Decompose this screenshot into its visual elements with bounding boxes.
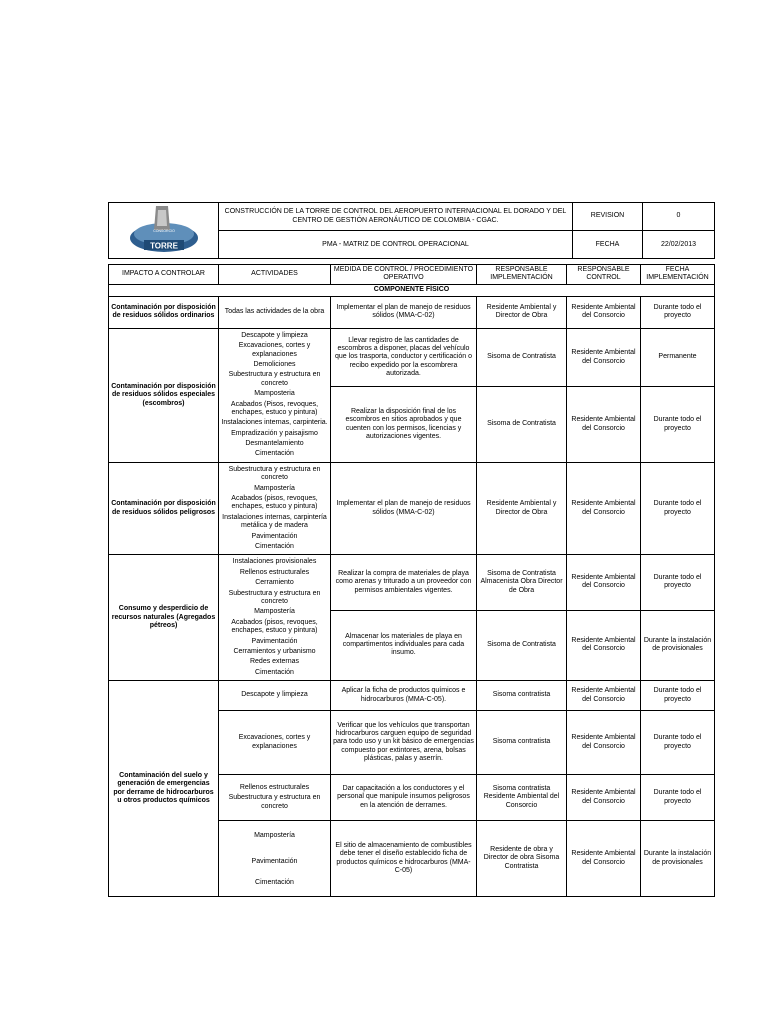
project-title: CONSTRUCCIÓN DE LA TORRE DE CONTROL DEL AEROPUERTO INTERNACIONAL EL DORADO Y DEL CENTRO DE GESTIÓN AERONÁUTICO DE COLOMBIA - CGAC.: [219, 203, 573, 231]
actividad-item: Desmantelamiento: [245, 440, 304, 448]
actividad-item: Cerramiento: [255, 579, 294, 587]
actividad-item: Cimentación: [255, 668, 294, 676]
actividades-cell: [219, 555, 331, 681]
actividad-item: Descapote y limpieza: [241, 691, 308, 699]
medida-cell: Implementar el plan de manejo de residuos sólidos (MMA-C-02): [331, 296, 477, 328]
actividad-item: Subestructura y estructura en concreto: [228, 589, 321, 605]
resp-ctrl-cell: Residente Ambiental del Consorcio: [567, 555, 641, 610]
resp-impl-cell: Residente Ambiental y Director de Obra: [477, 462, 567, 555]
actividades-cell: [219, 681, 331, 711]
resp-ctrl-cell: Residente Ambiental del Consorcio: [567, 610, 641, 681]
consorcio-torre-logo: [124, 204, 204, 254]
actividad-item: Pavimentación: [251, 532, 298, 540]
actividad-item: Cimentación: [255, 450, 294, 458]
impacto-cell: Contaminación por disposición de residuos sólidos peligrosos: [109, 462, 219, 555]
fecha-cell: Durante la instalación de provisionales: [641, 821, 715, 897]
table-row: [109, 555, 715, 610]
resp-impl-cell: Sisoma contratista Residente Ambiental del Consorcio: [477, 775, 567, 821]
actividad-item: Subestructura y estructura en concreto: [228, 465, 321, 482]
column-header-row: [109, 265, 715, 285]
actividad-item: Mampostería: [254, 484, 295, 492]
medida-cell: Implementar el plan de manejo de residuos sólidos (MMA-C-02): [331, 462, 477, 555]
impacto-cell: Contaminación por disposición de residuos sólidos ordinarios: [109, 296, 219, 328]
revision-value: 0: [643, 203, 715, 231]
actividades-cell: [219, 462, 331, 555]
resp-impl-cell: Residente Ambiental y Director de Obra: [477, 296, 567, 328]
column-header-resp-impl: RESPONSABLE IMPLEMENTACIÓN: [477, 265, 567, 285]
resp-ctrl-cell: Residente Ambiental del Consorcio: [567, 775, 641, 821]
actividad-item: Pavimentación: [251, 637, 298, 645]
actividad-item: Subestructura y estructura en concreto: [228, 794, 321, 810]
table-row: [109, 681, 715, 711]
actividad-item: Acabados (pisos, revoques, enchapes, estuco y pintura): [231, 495, 318, 511]
resp-impl-cell: Residente de obra y Director de obra Sisoma Contratista: [477, 821, 567, 897]
actividades-cell: [219, 296, 331, 328]
medida-cell: Realizar la disposición final de los escombros en sitios aprobados y que cuenten con los permisos, licencias y autorizaciones vigentes.: [331, 387, 477, 463]
fecha-cell: Durante todo el proyecto: [641, 555, 715, 610]
actividad-item: Instalaciones provisionales: [232, 558, 317, 566]
fecha-cell: Durante la instalación de provisionales: [641, 610, 715, 681]
fecha-cell: Durante todo el proyecto: [641, 296, 715, 328]
resp-impl-cell: Sisoma contratista: [477, 681, 567, 711]
actividad-item: Excavaciones, cortes y explanaciones: [238, 734, 311, 750]
fecha-value: 22/02/2013: [643, 231, 715, 259]
actividad-item: Excavaciones, cortes y explanaciones: [238, 342, 311, 358]
column-header-actividades: ACTIVIDADES: [219, 265, 331, 285]
table-row: [109, 462, 715, 555]
fecha-cell: Durante todo el proyecto: [641, 387, 715, 463]
resp-impl-cell: Sisoma de Contratista: [477, 610, 567, 681]
column-header-impacto: IMPACTO A CONTROLAR: [109, 265, 219, 285]
medida-cell: El sitio de almacenamiento de combustibles debe tener el diseño establecido ficha de productos químicos e hidrocarburos (MMA-C-05): [331, 821, 477, 897]
resp-ctrl-cell: Residente Ambiental del Consorcio: [567, 711, 641, 775]
column-header-fecha: FECHA IMPLEMENTACIÓN: [641, 265, 715, 285]
actividad-item: Mampostería: [254, 831, 295, 839]
table-row: [109, 328, 715, 386]
actividades-cell: [219, 821, 331, 897]
actividad-item: Subestructura y estructura en concreto: [228, 371, 321, 387]
actividad-item: Mamposteria: [254, 390, 295, 398]
svg-text:TORRE: TORRE: [149, 241, 178, 251]
resp-impl-cell: Sisoma de Contratista Almacenista Obra Director de Obra: [477, 555, 567, 610]
actividad-item: Mampostería: [254, 608, 295, 616]
resp-ctrl-cell: Residente Ambiental del Consorcio: [567, 462, 641, 555]
impacto-cell: Contaminación del suelo y generación de emergencias por derrame de hidrocarburos u otros productos químicos: [109, 681, 219, 897]
impacto-cell: Contaminación por disposición de residuos sólidos especiales (escombros): [109, 328, 219, 462]
medida-cell: Almacenar los materiales de playa en compartimentos individuales para cada insumo.: [331, 610, 477, 681]
actividad-item: Acabados (pisos, revoques, enchapes, estuco y pintura): [231, 618, 318, 635]
actividad-item: Demoliciones: [253, 360, 296, 368]
resp-impl-cell: Sisoma de Contratista: [477, 328, 567, 386]
resp-ctrl-cell: Residente Ambiental del Consorcio: [567, 821, 641, 897]
actividad-item: Empradización y paisajismo: [231, 429, 318, 437]
actividad-item: Pavimentación: [251, 858, 298, 866]
resp-impl-cell: Sisoma contratista: [477, 711, 567, 775]
fecha-cell: Durante todo el proyecto: [641, 711, 715, 775]
actividad-item: Acabados (Pisos, revoques, enchapes, estuco y pintura): [230, 400, 319, 416]
impacto-cell: Consumo y desperdicio de recursos naturales (Agregados pétreos): [109, 555, 219, 681]
logo-cell: [109, 203, 219, 259]
resp-ctrl-cell: Residente Ambiental del Consorcio: [567, 387, 641, 463]
fecha-cell: Permanente: [641, 328, 715, 386]
fecha-cell: Durante todo el proyecto: [641, 681, 715, 711]
component-row: [109, 284, 715, 296]
medida-cell: Realizar la compra de materiales de playa como arenas y triturado a un proveedor con permisos ambientales vigentes.: [331, 555, 477, 610]
document-header: [108, 202, 715, 259]
control-matrix-table: [108, 264, 715, 897]
medida-cell: Aplicar la ficha de productos químicos e hidrocarburos (MMA-C-05).: [331, 681, 477, 711]
actividad-item: Cimentación: [255, 878, 294, 886]
column-header-resp-ctrl: RESPONSABLE CONTROL: [567, 265, 641, 285]
resp-ctrl-cell: Residente Ambiental del Consorcio: [567, 296, 641, 328]
fecha-label: FECHA: [573, 231, 643, 259]
resp-ctrl-cell: Residente Ambiental del Consorcio: [567, 328, 641, 386]
column-header-medida: MEDIDA DE CONTROL / PROCEDIMIENTO OPERATIVO: [331, 265, 477, 285]
medida-cell: Verificar que los vehículos que transportan hidrocarburos carguen equipo de seguridad para todo uso y un kit básico de emergencias compuesto por extintores, arena, bolsas plásticas, palas y aserrín.: [331, 711, 477, 775]
fecha-cell: Durante todo el proyecto: [641, 775, 715, 821]
table-row: [109, 296, 715, 328]
actividad-item: Instalaciones internas, carpintería metálica y de madera: [222, 513, 327, 530]
actividad-item: Rellenos estructurales: [239, 783, 310, 791]
actividad-item: Cimentación: [255, 542, 294, 550]
resp-ctrl-cell: Residente Ambiental del Consorcio: [567, 681, 641, 711]
medida-cell: Llevar registro de las cantidades de escombros a disponer, placas del vehículo que los trasporta, conductor y certificación o recibo expedido por la escombrera autorizada.: [331, 328, 477, 386]
svg-text:CONSORCIO: CONSORCIO: [152, 229, 175, 233]
actividad-item: Descapote y limpieza: [241, 331, 308, 339]
actividades-cell: [219, 775, 331, 821]
actividad-item: Cerramientos y urbanismo: [233, 647, 316, 655]
actividad-item: Redes externas: [249, 658, 300, 666]
component-label: COMPONENTE FÍSICO: [109, 284, 715, 296]
fecha-cell: Durante todo el proyecto: [641, 462, 715, 555]
actividad-item: Todas las actividades de la obra: [224, 308, 325, 316]
actividades-cell: [219, 328, 331, 462]
document-title: PMA - MATRIZ DE CONTROL OPERACIONAL: [219, 231, 573, 259]
revision-label: REVISION: [573, 203, 643, 231]
medida-cell: Dar capacitación a los conductores y el personal que manipule insumos peligrosos en la atención de derrames.: [331, 775, 477, 821]
actividad-item: Rellenos estructurales: [239, 568, 310, 576]
actividades-cell: [219, 711, 331, 775]
actividad-item: Instalaciones internas, carpinteria.: [221, 419, 328, 427]
resp-impl-cell: Sisoma de Contratista: [477, 387, 567, 463]
